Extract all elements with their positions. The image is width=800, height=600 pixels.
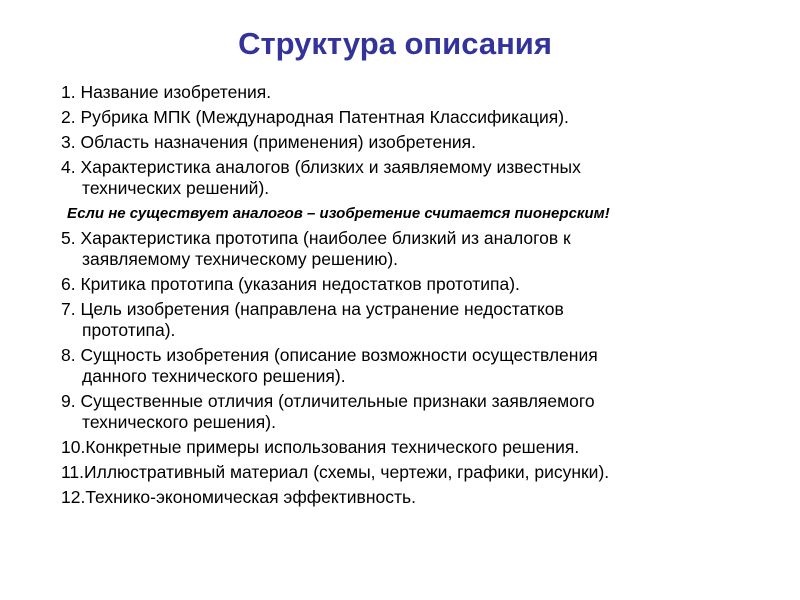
list-item-text: 10.Конкретные примеры использования технического решения. [61,437,580,457]
list-item-text: 7. Цель изобретения (направлена на устранение недостатков [61,299,564,319]
list-item-text: 2. Рубрика МПК (Международная Патентная Классификация). [61,107,569,127]
list-item-10 [61,437,761,458]
list-item-8 [61,345,761,387]
list-item-text: 6. Критика прототипа (указания недостатков прототипа). [61,274,520,294]
list-item-1 [61,82,761,103]
list-item-text: 4. Характеристика аналогов (близких и заявляемому известных [61,157,581,177]
pioneer-note: Если не существует аналогов – изобретение считается пионерским! [67,205,610,222]
list-item-7 [61,299,761,341]
list-item-5 [61,228,761,270]
list-item-text: 11.Иллюстративный материал (схемы, чертежи, графики, рисунки). [61,462,610,482]
list-item-3 [61,132,761,153]
list-item-continuation: прототипа). [82,320,176,340]
list-item-2 [61,107,761,128]
list-item-11 [61,462,761,483]
list-item-6 [61,274,761,295]
slide-title: Структура описания [238,26,552,61]
list-item-text: 9. Существенные отличия (отличительные признаки заявляемого [61,391,595,411]
list-item-12 [61,487,761,508]
list-item-continuation: заявляемому техническому решению). [82,249,399,269]
list-item-continuation: технических решений). [82,178,270,198]
list-item-text: 8. Сущность изобретения (описание возможности осуществления [61,345,598,365]
list-item-text: 12.Технико-экономическая эффективность. [61,487,416,507]
list-item-4 [61,157,761,199]
list-item-text: 1. Название изобретения. [61,82,272,102]
list-item-text: 5. Характеристика прототипа (наиболее близкий из аналогов к [61,228,571,248]
list-item-text: 3. Область назначения (применения) изобретения. [61,132,477,152]
list-item-continuation: технического решения). [82,412,276,432]
description-structure-list [61,82,761,512]
list-item-continuation: данного технического решения). [82,366,346,386]
list-item-9 [61,391,761,433]
